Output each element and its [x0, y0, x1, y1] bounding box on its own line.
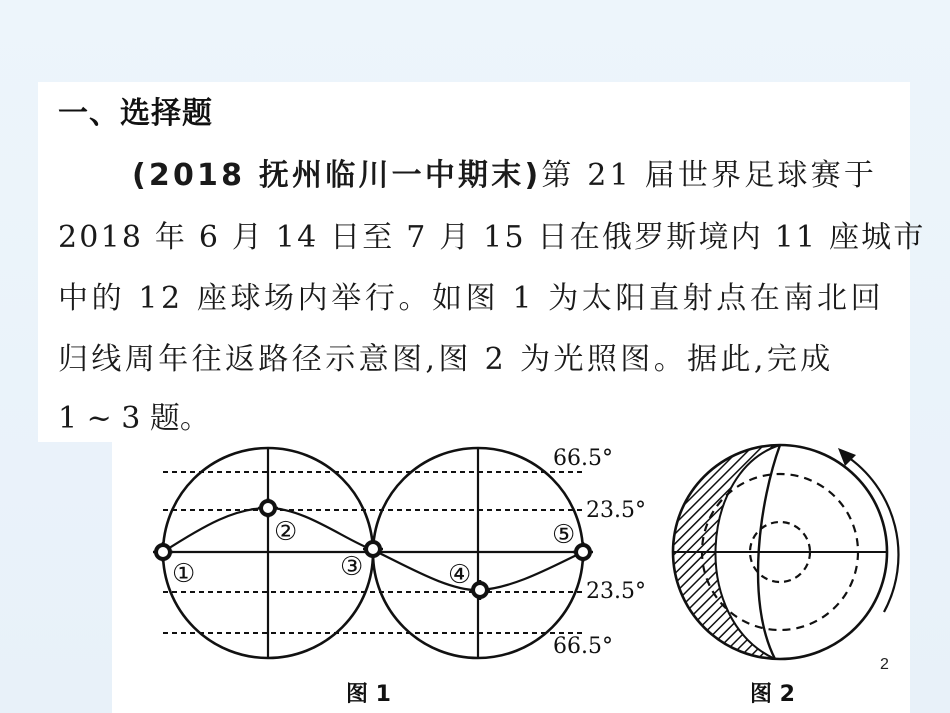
sun-marker-2 [258, 498, 278, 518]
rotation-arrow [845, 455, 898, 612]
point-label-1: ① [172, 559, 196, 589]
sun-marker-3 [363, 539, 383, 559]
point-label-4: ④ [448, 560, 472, 590]
question-line-2: 2018 年 6 月 14 日至 7 月 15 日在俄罗斯境内 11 座城市 [58, 220, 926, 255]
question-line-5: 1 ~ 3 题。 [58, 401, 210, 436]
figure-1-caption: 图 1 [346, 682, 391, 707]
question-line-3: 中的 12 座球场内举行。如图 1 为太阳直射点在南北回 [58, 281, 885, 316]
section-title: 一、选择题 [58, 96, 213, 131]
question-source: (2018 抚州临川一中期末) [132, 158, 542, 193]
question-line-1-text: 第 21 届世界足球赛于 [541, 158, 878, 193]
lat-label-north-polar: 66.5° [553, 446, 613, 471]
point-label-3: ③ [340, 552, 364, 582]
question-line-4: 归线周年往返路径示意图,图 2 为光照图。据此,完成 [58, 342, 834, 377]
lat-label-south-tropic: 23.5° [586, 579, 646, 604]
sun-marker-5 [573, 542, 593, 562]
page-number: 2 [880, 656, 889, 673]
figure-1 [153, 446, 646, 707]
figure-2-caption: 图 2 [750, 682, 795, 707]
point-label-5: ⑤ [552, 520, 576, 550]
figure-2 [600, 445, 898, 707]
sun-marker-4 [470, 580, 490, 600]
point-label-2: ② [274, 517, 298, 547]
sun-marker-1 [153, 542, 173, 562]
lat-label-south-polar: 66.5° [553, 634, 613, 659]
lat-label-north-tropic: 23.5° [586, 498, 646, 523]
